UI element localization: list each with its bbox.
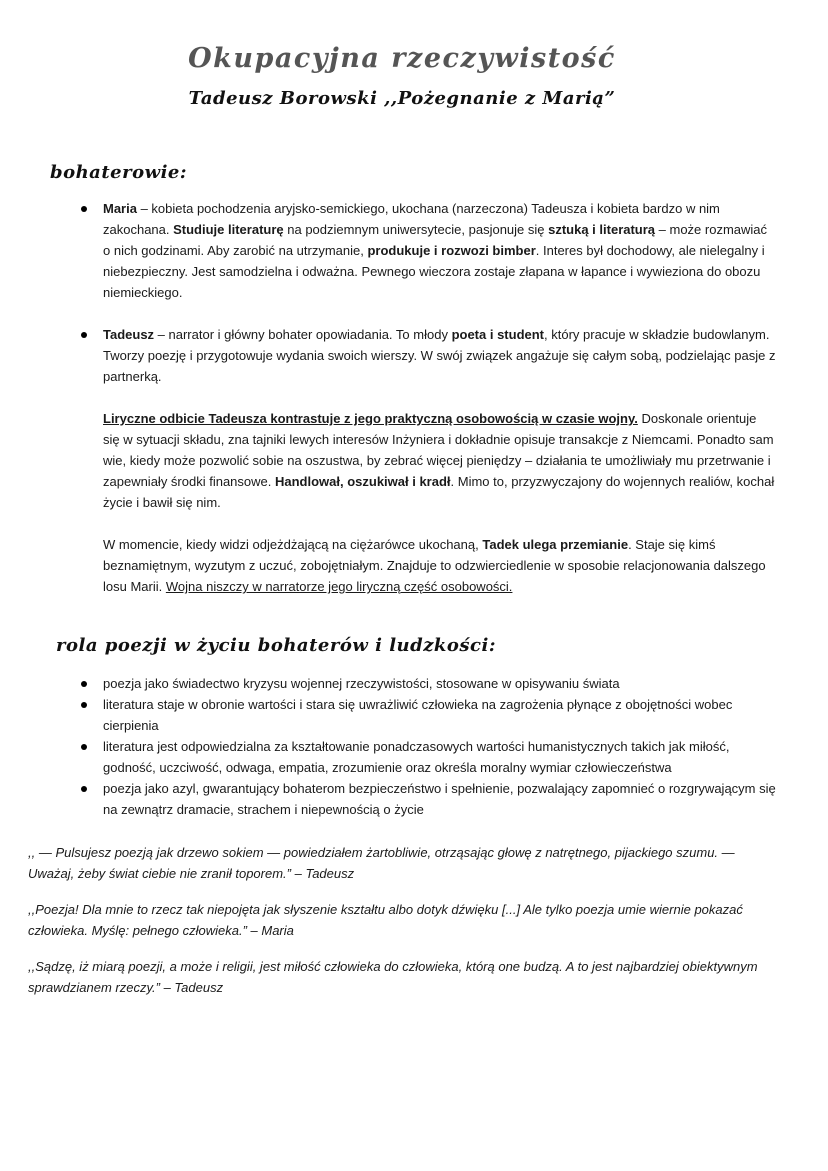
section-heading-poetry: rola poezji w życiu bohaterów i ludzkości:	[56, 635, 496, 656]
characters-list	[103, 198, 776, 387]
character-description-maria: Maria – kobieta pochodzenia aryjsko-semickiego, ukochana (narzeczona) Tadeusza i kobieta bardzo w nim zakochana. Studiuje literaturę na podziemnym uniwersytecie, pasjonuje się sztuką i literaturą – może rozmawiać o nich godzinami. Aby zarobić na utrzymanie, produkuje i rozwozi bimber. Interes był dochodowy, ale nielegalny i niebezpieczny. Jest samodzielna i odważna. Pewnego wieczora zostaje złapana w łapance i wywieziona do obozu niemieckiego.	[103, 201, 768, 300]
list-item	[103, 778, 776, 820]
document-title: Okupacyjna rzeczywistość	[188, 43, 616, 74]
list-item	[103, 673, 776, 694]
list-item	[103, 736, 776, 778]
paragraph-tadeusz-transformation: W momencie, kiedy widzi odjeżdżającą na ciężarówce ukochaną, Tadek ulega przemianie. Staje się kimś beznamiętnym, wyzutym z uczuć, zobojętniałym. Znajduje to odzwierciedlenie w sposobie relacjonowania dalszego losu Marii. Wojna niszczy w narratorze jego liryczną część osobowości.	[103, 537, 766, 594]
poetry-point: literatura jest odpowiedzialna za kształtowanie ponadczasowych wartości humanistycznych takich jak miłość, godność, uczciwość, odwaga, empatia, zrozumienie oraz określa moralny wymiar człowieczeństwa	[103, 739, 730, 775]
paragraph-tadeusz-contrast: Liryczne odbicie Tadeusza kontrastuje z jego praktyczną osobowością w czasie wojny. Doskonale orientuje się w sytuacji składu, zna tajniki lewych interesów Inżyniera i dokładnie opisuje transakcje z Niemcami. Ponadto sam wie, kiedy może pozwolić sobie na oszustwa, by zebrać więcej pieniędzy – działania te umożliwiały mu przetrwanie i zapewniały środki finansowe. Handlował, oszukiwał i kradł. Mimo to, przyzwyczajony do wojennych realiów, kochał życie i bawił się nim.	[103, 411, 775, 510]
quote-tadeusz-2: ,,Sądzę, iż miarą poezji, a może i religii, jest miłość człowieka do człowieka, którą one budzą. A to jest najbardziej obiektywnym sprawdzianem rzeczy.” – Tadeusz	[28, 959, 758, 995]
poetry-point: poezja jako azyl, gwarantujący bohaterom bezpieczeństwo i spełnienie, pozwalający zapomnieć o rozgrywającym się na zewnątrz dramacie, strachem i niepewnością o życie	[103, 781, 776, 817]
poetry-list	[103, 673, 776, 820]
list-item-maria	[103, 198, 776, 303]
poetry-point: literatura staje w obronie wartości i stara się uwrażliwić człowieka na zagrożenia płynące z obojętności wobec cierpienia	[103, 697, 733, 733]
list-item	[103, 694, 776, 736]
quote-maria: ,,Poezja! Dla mnie to rzecz tak niepojęta jak słyszenie kształtu albo dotyk dźwięku [...] Ale tylko poezja umie wiernie pokazać człowieka. Myślę: pełnego człowieka.” – Maria	[28, 902, 743, 938]
quote-tadeusz-1: ,, — Pulsujesz poezją jak drzewo sokiem — powiedziałem żartobliwie, otrząsając głowę z natrętnego, pijackiego szumu. — Uważaj, żeby świat ciebie nie zranił toporem.” – Tadeusz	[28, 845, 735, 881]
document-subtitle: Tadeusz Borowski ,,Pożegnanie z Marią”	[188, 88, 616, 109]
section-heading-characters: bohaterowie:	[50, 162, 188, 183]
poetry-point: poezja jako świadectwo kryzysu wojennej rzeczywistości, stosowane w opisywaniu świata	[103, 676, 620, 691]
character-description-tadeusz: Tadeusz – narrator i główny bohater opowiadania. To młody poeta i student, który pracuje w składzie budowlanym. Tworzy poezję i przygotowuje wydania swoich wierszy. W swój związek angażuje się całym sobą, podzielając pasje z partnerką.	[103, 327, 776, 384]
list-item-tadeusz	[103, 324, 776, 387]
quotes-block	[28, 842, 776, 998]
